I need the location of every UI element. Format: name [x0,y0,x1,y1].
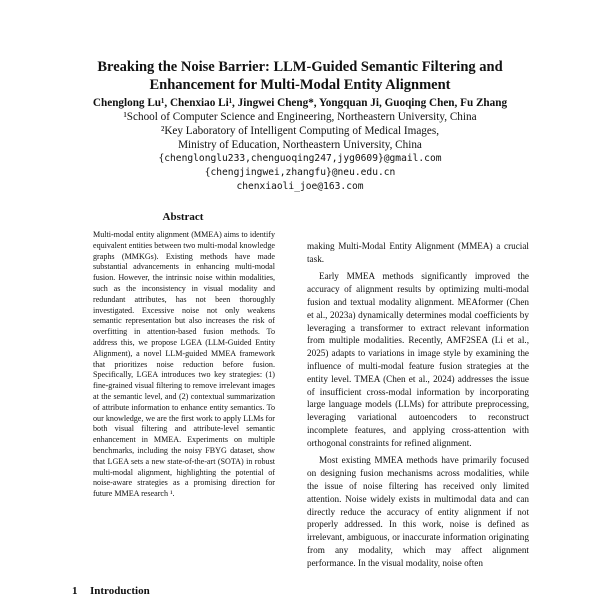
author-block [0,96,600,194]
email-3: chenxiaoli_joe@163.com [236,181,364,192]
paper-title [0,58,600,94]
affiliation-2-line-1: ²Key Laboratory of Intelligent Computing of Medical Images, [161,125,439,137]
abstract-heading: Abstract [162,211,204,223]
paragraph-existing-mmea: Most existing MMEA methods have primarily focused on designing fusion mechanisms across modalities, while the issue of noise filtering has received only limited attention. Noise widely exists in multimodal data and can directly reduce the accuracy of entity alignment if not properly addressed. In this work, noise is defined as irrelevant, ambiguous, or inaccurate information originating from any modality, which may affect alignment performance. In the visual modality, noise often [307,455,529,568]
title-line-1: Breaking the Noise Barrier: LLM-Guided Semantic Filtering and [97,59,503,75]
section-heading-introduction [72,585,150,597]
email-1: {chenglonglu233,chenguoqing247,jyg0609}@gmail.com [158,153,442,164]
email-2: {chengjingwei,zhangfu}@neu.edu.cn [204,167,396,178]
section-title: Introduction [90,585,150,597]
affiliation-2-line-2: Ministry of Education, Northeastern University, China [178,139,422,151]
paragraph-continuation: making Multi-Modal Entity Alignment (MMEA) a crucial task. [307,241,529,264]
affiliation-1: ¹School of Computer Science and Engineering, Northeastern University, China [123,111,477,123]
section-number: 1 [72,585,78,597]
abstract-body: Multi-modal entity alignment (MMEA) aims to identify equivalent entities between two multi-modal knowledge graphs (MMKGs). Existing methods have made substantial advancements in enhancing multi-modal fusion. However, the intrinsic noise within modalities, such as the inconsistency in visual modality and redundant attributes, has not been thoroughly investigated. Excessive noise not only weakens semantic representation but also increases the risk of overfitting in attention-based fusion methods. To address this, we propose LGEA (LLM-Guided Entity Alignment), a novel LLM-guided MMEA framework that prioritizes noise reduction before fusion. Specifically, LGEA introduces two key strategies: (1) fine-grained visual filtering to remove irrelevant images at the semantic level, and (2) contextual summarization of attribute information to enhance entity semantics. To our knowledge, we are the first work to apply LLMs for both visual filtering and attribute-level semantic enhancement in MMEA. Experiments on multiple benchmarks, including the noisy FBYG dataset, show that LGEA sets a new state-of-the-art (SOTA) in robust multi-modal alignment, highlighting the potential of noise-aware strategies as a promising direction for future MMEA research ¹. [93,230,275,499]
paragraph-early-mmea: Early MMEA methods significantly improved the accuracy of alignment results by optimizing multi-modal fusion and textual modality alignment. MEAformer (Chen et al., 2023a) dynamically determines modal coefficients by leveraging a transformer to extract relevant information from multiple modalities. Recently, AMF2SEA (Li et al., 2025) adapts to variations in image style by examining the influence of multi-modal feature fusion strategies at the entity level. TMEA (Chen et al., 2024) addresses the issue of insufficient cross-modal information by incorporating large language models (LLMs) for attribute preprocessing, leveraging variational autoencoders to reconstruct incomplete features, and applying cross-attention with orthogonal constraints for refined alignment. [307,271,529,448]
right-column [307,240,529,574]
title-line-2: Enhancement for Multi-Modal Entity Alignment [149,77,451,93]
author-names: Chenglong Lu¹, Chenxiao Li¹, Jingwei Cheng*, Yongquan Ji, Guoqing Chen, Fu Zhang [92,97,508,109]
